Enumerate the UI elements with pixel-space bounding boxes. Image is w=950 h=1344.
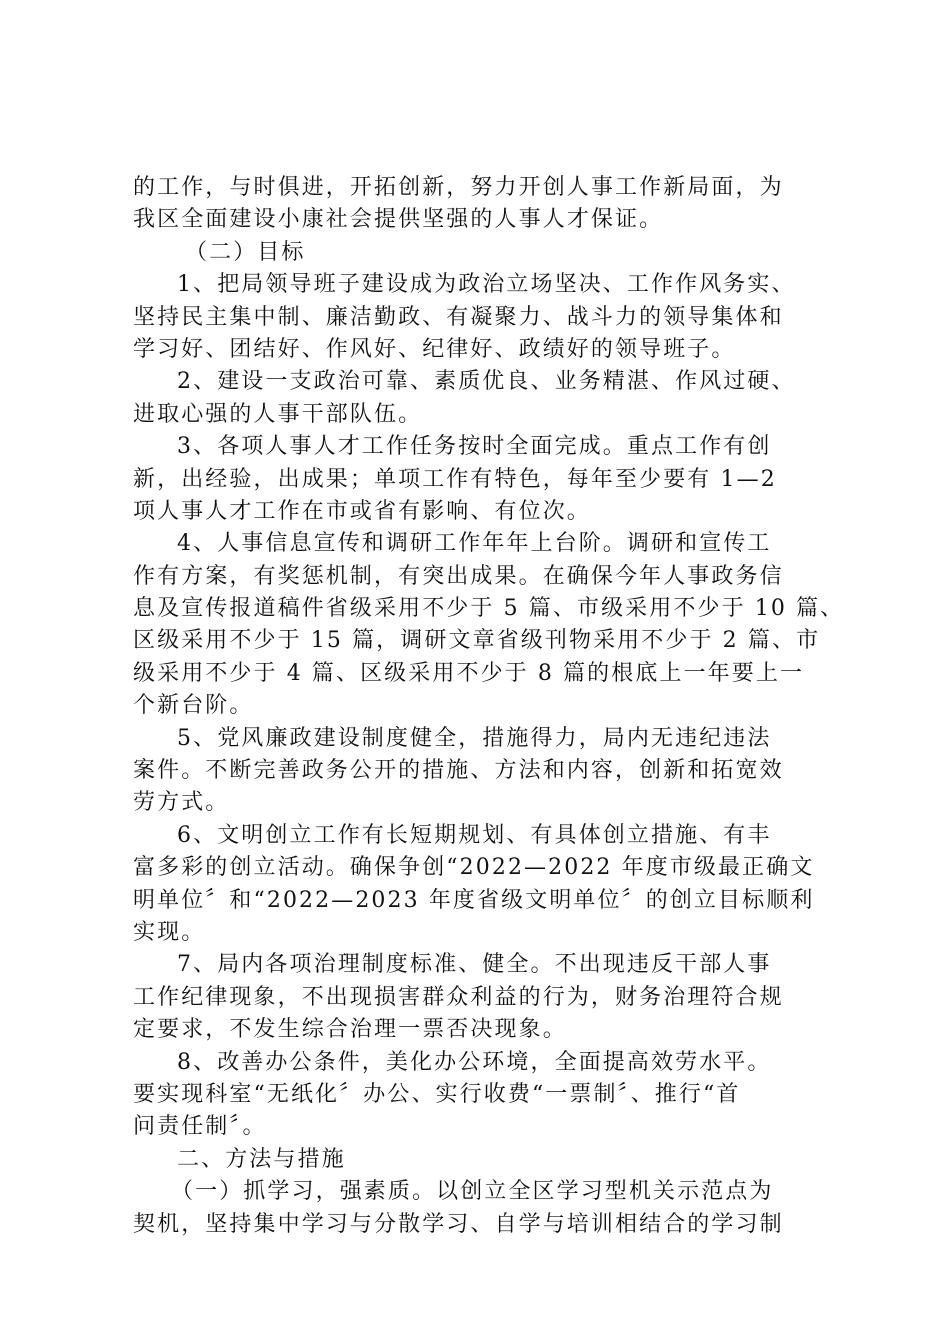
text-line: 7、局内各项治理制度标准、健全。不出现违反干部人事 <box>177 952 772 978</box>
text-line: 作有方案，有奖惩机制，有突出成果。在确保今年人事政务信 <box>133 563 784 589</box>
text-line: 富多彩的创立活动。确保争创“2022—2022 年度市级最正确文 <box>133 855 815 881</box>
text-line: 6、文明创立工作有长短期规划、有具体创立措施、有丰 <box>177 822 772 848</box>
text-line: 学习好、团结好、作风好、纪律好、政绩好的领导班子。 <box>133 336 736 362</box>
text-line: 进取心强的人事干部队伍。 <box>133 401 423 427</box>
text-line: 明单位〞和“2022—2023 年度省级文明单位〞的创立目标顺利 <box>133 887 815 913</box>
text-line: 问责任制〞。 <box>133 1114 267 1140</box>
text-line: 2、建设一支政治可靠、素质优良、业务精湛、作风过硬、 <box>177 369 796 395</box>
section-heading: （二）目标 <box>185 239 306 265</box>
text-line: 劳方式。 <box>133 790 230 816</box>
text-line: 工作纪律现象，不出现损害群众利益的行为，财务治理符合规 <box>133 984 784 1010</box>
text-line: 新，出经验，出成果；单项工作有特色，每年至少要有 1—2 <box>133 466 777 492</box>
text-line: 5、党风廉政建设制度健全，措施得力，局内无违纪违法 <box>177 725 772 751</box>
text-line: 契机，坚持集中学习与分散学习、自学与培训相结合的学习制 <box>133 1211 784 1237</box>
text-line: 1、把局领导班子建设成为政治立场坚决、工作作风务实、 <box>177 272 796 298</box>
text-line: 息及宣传报道稿件省级采用不少于 5 篇、市级采用不少于 10 篇、 <box>133 596 845 622</box>
text-line: 4、人事信息宣传和调研工作年年上台阶。调研和宣传工 <box>177 531 772 557</box>
text-line: 实现。 <box>133 919 206 945</box>
text-line: 的工作，与时俱进，开拓创新，努力开创人事工作新局面，为 <box>133 175 784 200</box>
text-line: 区级采用不少于 15 篇，调研文章省级刊物采用不少于 2 篇、市 <box>133 628 821 654</box>
text-line: 我区全面建设小康社会提供坚强的人事人才保证。 <box>133 207 664 233</box>
text-line: 8、改善办公条件，美化办公环境，全面提高效劳水平。 <box>177 1049 772 1075</box>
text-line: 定要求，不发生综合治理一票否决现象。 <box>133 1017 567 1043</box>
text-line: 案件。不断完善政务公开的措施、方法和内容，创新和拓宽效 <box>133 758 784 784</box>
section-heading: 二、方法与措施 <box>177 1146 346 1172</box>
text-line: 个新台阶。 <box>133 693 254 719</box>
text-line: （一）抓学习，强素质。以创立全区学习型机关示范点为 <box>171 1179 774 1205</box>
text-line: 3、各项人事人才工作任务按时全面完成。重点工作有创 <box>177 434 772 460</box>
text-line: 级采用不少于 4 篇、区级采用不少于 8 篇的根底上一年要上一 <box>133 660 805 686</box>
text-line: 坚持民主集中制、廉洁勤政、有凝聚力、战斗力的领导集体和 <box>133 304 784 330</box>
document-body <box>133 172 845 1241</box>
text-line: 项人事人才工作在市或省有影响、有位次。 <box>133 498 591 524</box>
text-line: 要实现科室“无纸化〞办公、实行收费“一票制〞、推行“首 <box>133 1081 741 1107</box>
